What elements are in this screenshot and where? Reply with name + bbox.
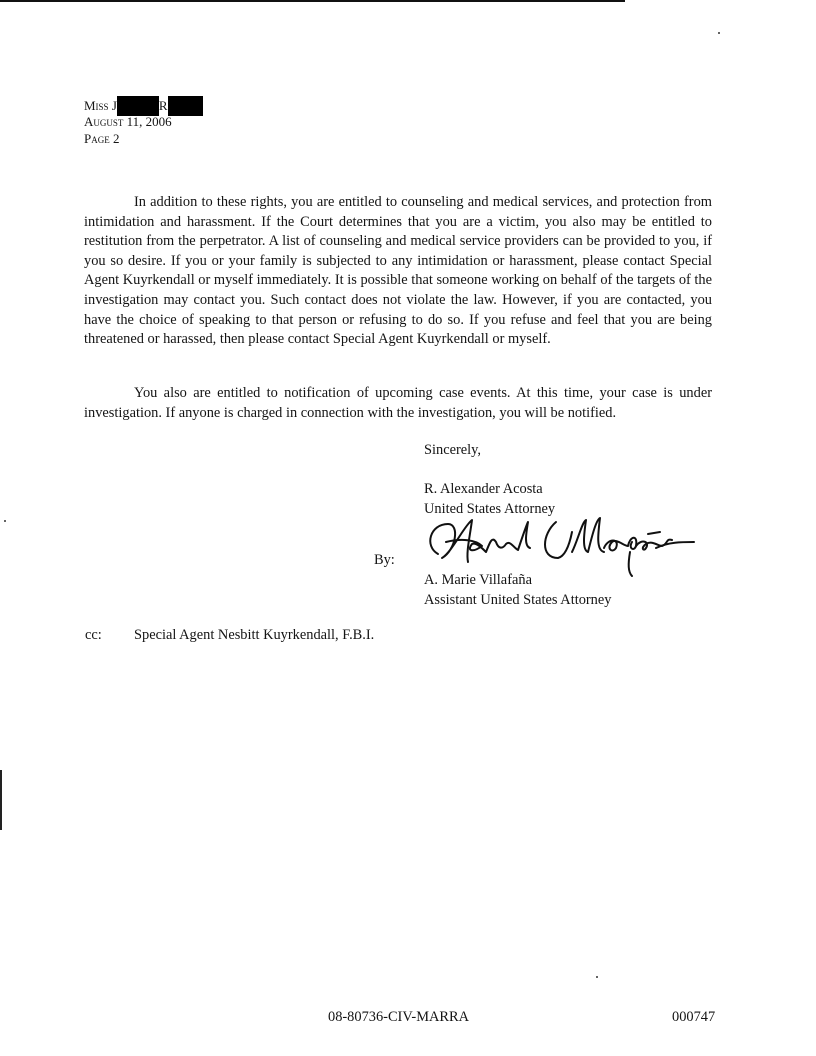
by-label: By: xyxy=(374,552,395,568)
recipient-line xyxy=(84,96,203,113)
letter-date: August 11, 2006 xyxy=(84,114,172,129)
scan-speck xyxy=(4,520,6,522)
page-number: Page 2 xyxy=(84,131,120,146)
signature-name: A. Marie Villafaña xyxy=(424,572,532,588)
recipient-mid: R xyxy=(158,98,168,113)
bates-number: 000747 xyxy=(672,1009,716,1025)
scan-top-rule xyxy=(0,0,625,2)
scan-edge-mark xyxy=(0,770,2,830)
cc-recipient: Special Agent Nesbitt Kuyrkendall, F.B.I. xyxy=(134,627,375,643)
signature-title: Assistant United States Attorney xyxy=(424,591,612,608)
salutation: Sincerely, xyxy=(424,442,482,458)
cc-label: cc: xyxy=(85,627,102,643)
recipient-prefix: Miss J xyxy=(84,98,117,113)
body-paragraph-notification: You also are entitled to notification of upcoming case events. At this time, your case is under investigation. If anyone is charged in connection with the investigation, you will be notified. xyxy=(84,385,712,421)
signer-title: United States Attorney xyxy=(424,500,556,517)
body-paragraph-rights: In addition to these rights, you are entitled to counseling and medical services, and protection from intimidation and harassment. If the Court determines that you are a victim, you also may be entitled to restitution from the perpetrator. A list of counseling and medical service providers can be provided to you, if you so desire. If you or your family is subjected to any intimidation or harassment, please contact Special Agent Kuyrkendall or myself immediately. It is possible that someone working on behalf of the targets of the investigation may contact you. Such contact does not violate the law. However, if you are contacted, you have the choice of speaking to that person or refusing to do so. If you refuse and feel that you are being threatened or harassed, then please contact Special Agent Kuyrkendall or myself. xyxy=(84,194,712,348)
redaction-box xyxy=(168,96,203,116)
handwritten-signature xyxy=(416,512,696,580)
scan-speck xyxy=(718,32,720,34)
signer-name: R. Alexander Acosta xyxy=(424,481,543,497)
letter-header xyxy=(84,96,203,147)
scan-speck xyxy=(596,976,598,978)
case-number: 08-80736-CIV-MARRA xyxy=(328,1009,469,1025)
attorney-block xyxy=(424,571,611,610)
